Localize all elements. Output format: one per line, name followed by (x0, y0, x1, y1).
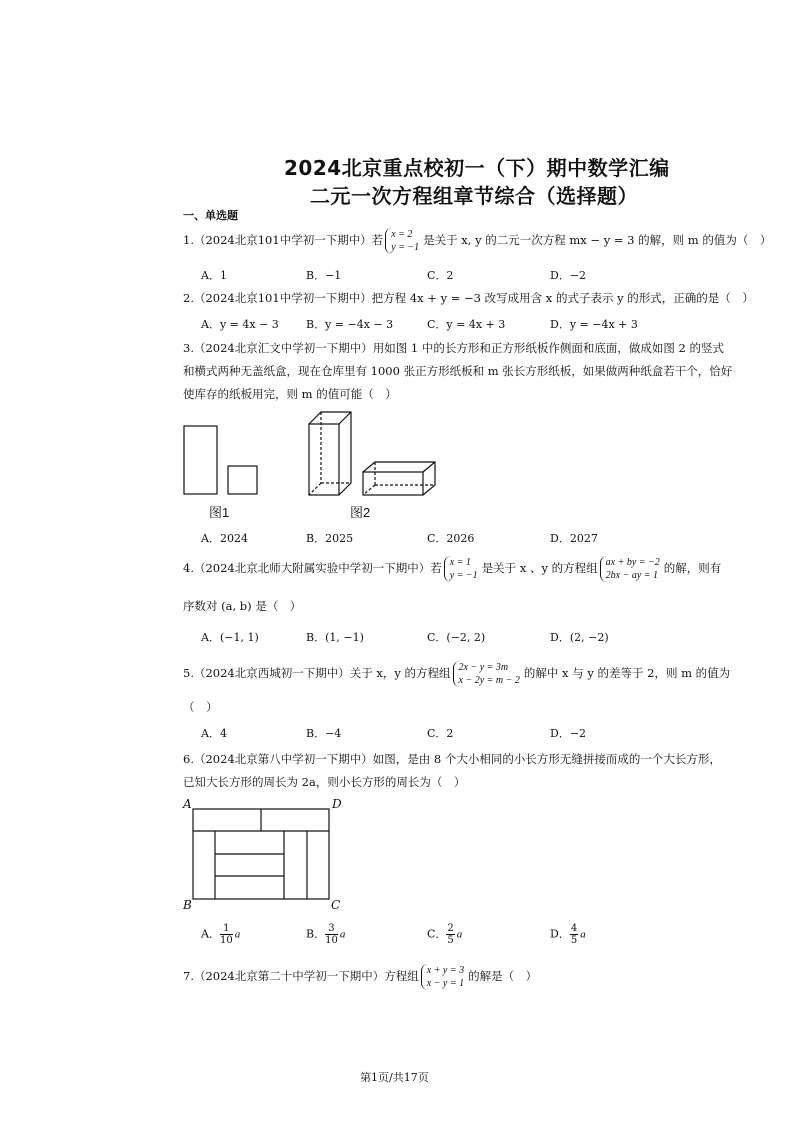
question-5: 5.（2024北京西城初一下期中）关于 x，y 的方程组 2x − y = 3m x − 2y = m − 2 的解中 x 与 y 的差等于 2，则 m 的值为 (183, 662, 731, 686)
q1-option-c: C．2 (427, 269, 454, 282)
q6-option-a: A． $\frac{1}{10}$ a (201, 923, 241, 946)
q2-option-c: C．y = 4x + 3 (427, 318, 506, 331)
q3-option-d: D．2027 (550, 532, 598, 545)
fig1-caption: 图1 (209, 505, 230, 520)
q1-option-b: B．−1 (306, 269, 342, 282)
question-2: 2.（2024北京101中学初一下期中）把方程 4x + y = −3 改写成用含 x 的式子表示 y 的形式，正确的是（ ） (183, 291, 754, 305)
question-6-line-1: 6.（2024北京第八中学初一下期中）如图，是由 8 个大小相同的小长方形无缝拼接而成的一个大长方形， (183, 752, 721, 766)
question-4: 4.（2024北京北师大附属实验中学初一下期中）若 x = 1 y = −1 是关于 x 、y 的方程组 ax + by = −2 2bx − ay = 1 的解，则有 (183, 557, 722, 581)
q1-suffix: 是关于 x, y 的二元一次方程 mx − y = 3 的解，则 m 的值为（ ） (423, 233, 772, 247)
q3-option-a: A．2024 (201, 532, 248, 545)
vertex-label-b: B (183, 898, 192, 912)
page-title: 2024北京重点校初一（下）期中数学汇编 (284, 156, 670, 180)
page-number: 第1页/共17页 (360, 1071, 429, 1084)
q2-option-a: A．y = 4x − 3 (201, 318, 279, 331)
q7-system: x + y = 3 x − y = 1 (421, 964, 466, 990)
question-6-line-2: 已知大长方形的周长为 2a，则小长方形的周长为（ ） (183, 775, 466, 789)
q6-option-b: B． $\frac{3}{10}$ a (306, 923, 346, 946)
vertex-label-a: A (183, 797, 192, 811)
question-3-line-2: 和横式两种无盖纸盒，现在仓库里有 1000 张正方形纸板和 m 张长方形纸板，如果做两种纸盒若干个，恰好 (183, 364, 733, 378)
q3-option-b: B．2025 (306, 532, 354, 545)
q1-option-a: A．1 (201, 269, 227, 282)
page-subtitle: 二元一次方程组章节综合（选择题） (310, 184, 638, 208)
q1-prefix: 1.（2024北京101中学初一下期中）若 (183, 233, 384, 247)
q4-system-1: x = 1 y = −1 (444, 556, 480, 582)
q5-option-c: C．2 (427, 727, 454, 740)
q6-option-c: C． $\frac{2}{5}$ a (427, 923, 463, 946)
q1-option-d: D．−2 (550, 269, 587, 282)
q4-system-2: ax + by = −2 2bx − ay = 1 (600, 556, 662, 582)
q1-system: x = 2 y = −1 (385, 228, 421, 254)
q5-option-b: B．−4 (306, 727, 342, 740)
question-3-line-1: 3.（2024北京汇文中学初一下期中）用如图 1 中的长方形和正方形纸板作侧面和底面，做成如图 2 的竖式 (183, 341, 724, 355)
q4-option-b: B．(1, −1) (306, 631, 364, 644)
q2-option-d: D．y = −4x + 3 (550, 318, 638, 331)
vertex-label-d: D (332, 797, 342, 811)
vertex-label-c: C (331, 898, 341, 912)
q4-option-d: D．(2, −2) (550, 631, 609, 644)
q5-option-a: A．4 (201, 727, 227, 740)
q6-option-d: D． $\frac{4}{5}$ a (550, 923, 586, 946)
q4-option-c: C．(−2, 2) (427, 631, 486, 644)
question-5-line-2: （ ） (183, 700, 218, 714)
q5-option-d: D．−2 (550, 727, 587, 740)
q2-option-b: B．y = −4x − 3 (306, 318, 394, 331)
fig2-caption: 图2 (350, 505, 371, 520)
q5-system: 2x − y = 3m x − 2y = m − 2 (453, 661, 522, 687)
section-heading: 一、单选题 (183, 209, 238, 222)
q3-option-c: C．2026 (427, 532, 475, 545)
question-4-line-2: 序数对 (a, b) 是（ ） (183, 599, 302, 613)
question-7: 7.（2024北京第二十中学初一下期中）方程组 x + y = 3 x − y = 1 的解是（ ） (183, 965, 538, 989)
q4-option-a: A．(−1, 1) (201, 631, 259, 644)
question-3-line-3: 使库存的纸板用完，则 m 的值可能（ ） (183, 387, 397, 401)
